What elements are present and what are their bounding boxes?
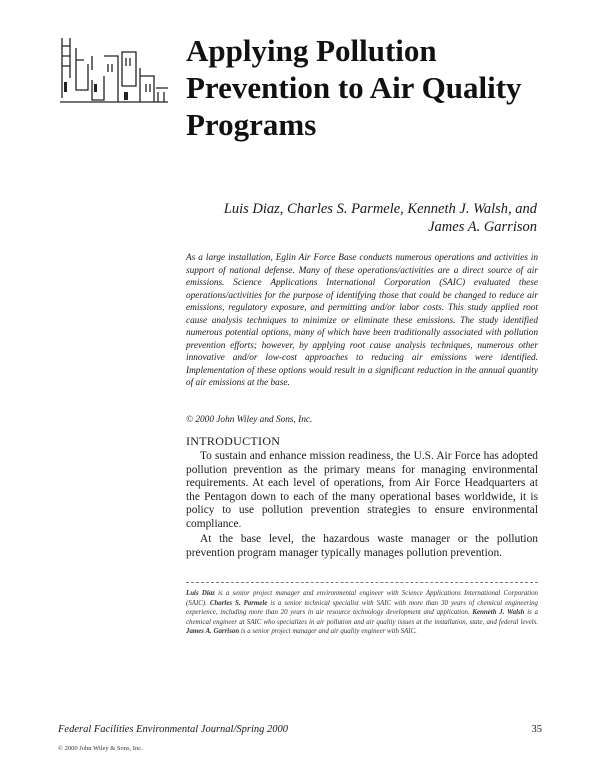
title-line: Programs	[186, 107, 317, 142]
bio-text: is a senior project manager and air quality engineer with SAIC.	[239, 628, 417, 636]
author-bios	[186, 589, 538, 637]
article-title	[186, 32, 546, 143]
bio-text: is a chemical engineer at SAIC who specializes in air pollution and air quality issues at the installation, state, and federal levels.	[186, 609, 538, 626]
footnote-divider	[186, 582, 538, 583]
bio-name: Charles S. Parmele	[209, 599, 268, 607]
bio-name: Kenneth J. Walsh	[472, 609, 525, 617]
body-paragraph: To sustain and enhance mission readiness, the U.S. Air Force has adopted pollution prevention as the primary means for managing environmental requirements. At each level of operations, from Air Force Headquarters at the Pentagon down to each of the many operational bases worldwide, it is policy to use pollution prevention strategies to ensure environmental compliance.	[186, 450, 538, 530]
abstract-copyright: © 2000 John Wiley and Sons, Inc.	[186, 415, 313, 425]
author-line: James A. Garrison	[428, 219, 537, 235]
body-paragraph: At the base level, the hazardous waste manager or the pollution prevention program manager typically manages pollution prevention.	[186, 533, 538, 559]
bio-name: Luis Diaz	[186, 590, 215, 597]
page-number: 35	[531, 724, 542, 735]
footer-journal-name: Federal Facilities Environmental Journal/Spring 2000	[58, 724, 288, 735]
bio-text: is a senior technical specialist with SAIC with more than 30 years of chemical engineering experience, including more than 20 years in air resource technology development and application.	[186, 599, 538, 617]
footer-copyright: © 2000 John Wiley & Sons, Inc.	[58, 745, 143, 752]
abstract: As a large installation, Eglin Air Force Base conducts numerous operations and activities in support of national defense. Many of these operations/activities are a direct source of air emissions. Science Applications International Corporation (SAIC) evaluated these operations/activities for the purpose of identifying those that could be changed to reduce air emissions, regulatory exposure, and permitting and/or labor costs. This study applied root cause analysis techniques to minimize or eliminate these emissions. The study identified numerous potential options, many of which have been traditionally associated with pollution prevention efforts; however, by applying root cause analysis techniques, numerous other innovative and/or low-cost approaches to reducing air emissions were identified. Implementation of these options would result in a significant reduction in the annual quantity of air emissions at the base.	[186, 253, 538, 388]
section-heading-introduction: INTRODUCTION	[186, 434, 281, 448]
author-line: Luis Diaz, Charles S. Parmele, Kenneth J. Walsh, and	[223, 201, 537, 217]
bio-name: James A. Garrison	[186, 628, 240, 636]
author-list	[180, 200, 537, 236]
title-line: Applying Pollution	[186, 33, 437, 68]
skyline-logo	[58, 36, 170, 104]
title-line: Prevention to Air Quality	[186, 70, 522, 105]
bio-text: is a senior project manager and environmental engineer with Science Applications International Corporation (SAIC).	[186, 590, 538, 607]
